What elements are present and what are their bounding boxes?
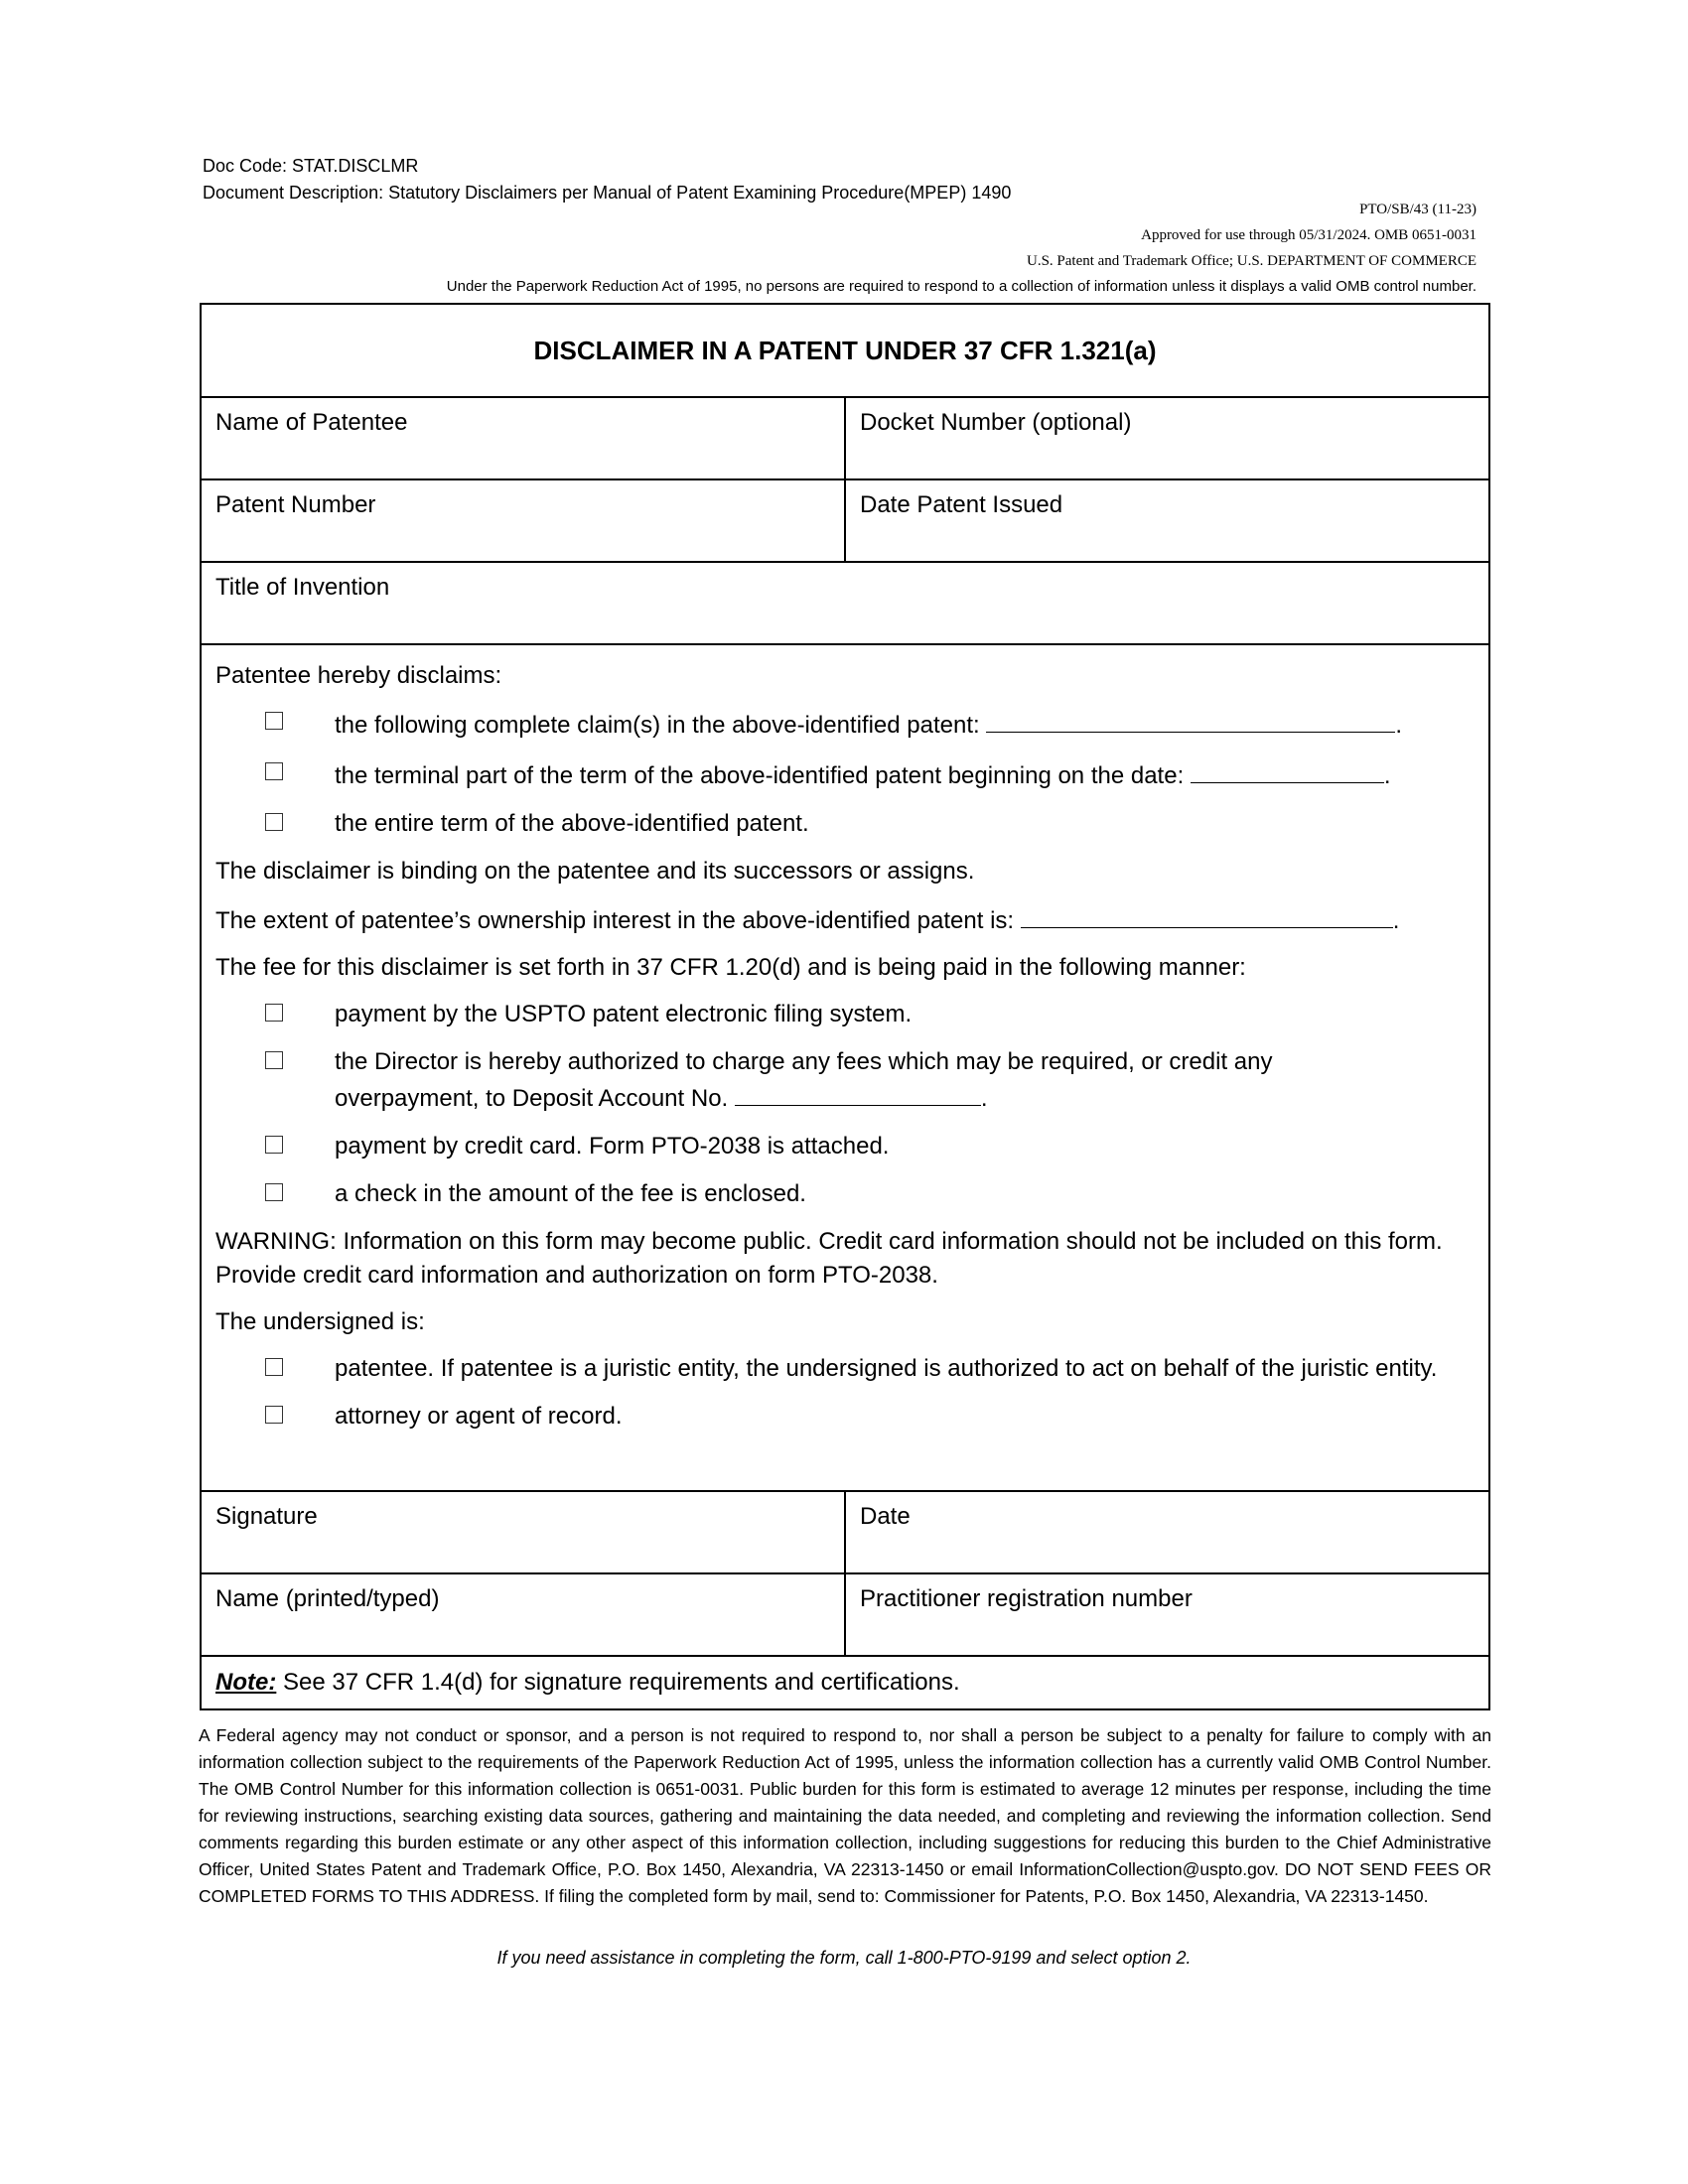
fee-option-efs-label: payment by the USPTO patent electronic filing system.	[335, 1001, 913, 1027]
ownership-text: The extent of patentee’s ownership interest in the above-identified patent is:	[215, 907, 1015, 934]
fee-option-deposit-line2: overpayment, to Deposit Account No.	[335, 1085, 729, 1112]
claims-input[interactable]	[986, 706, 1395, 733]
deposit-account-input[interactable]	[735, 1079, 981, 1106]
undersigned-option-attorney	[215, 1400, 1475, 1433]
disclaims-intro: Patentee hereby disclaims:	[215, 662, 502, 689]
date-patent-issued-label: Date Patent Issued	[860, 491, 1063, 518]
signature-label: Signature	[215, 1503, 318, 1530]
checkbox-attorney[interactable]	[265, 1406, 283, 1424]
terminal-date-input[interactable]	[1191, 756, 1384, 783]
undersigned-option-patentee-label: patentee. If patentee is a juristic entity, the undersigned is authorized to act on behalf of the juristic entity.	[335, 1355, 1438, 1382]
signature-field[interactable]	[202, 1492, 844, 1572]
checkbox-patentee[interactable]	[265, 1358, 283, 1376]
undersigned-intro: The undersigned is:	[215, 1308, 425, 1335]
note-label: Note:	[215, 1669, 277, 1696]
warning-text: WARNING: Information on this form may become public. Credit card information should not be included on this form. Provide credit card information and authorization on form PTO-2038.	[215, 1228, 1443, 1289]
disclaim-option-entire-label: the entire term of the above-identified patent.	[335, 810, 809, 837]
name-printed-label: Name (printed/typed)	[215, 1585, 440, 1612]
disclaimer-body	[202, 645, 1488, 1492]
disclaim-option-claims: the following complete claim(s) in the above-identified patent: .	[215, 706, 1475, 743]
disclaim-option-claims-label: the following complete claim(s) in the above-identified patent:	[335, 712, 980, 739]
title-of-invention-label: Title of Invention	[215, 574, 390, 601]
row-patentee-docket	[202, 398, 1488, 480]
doc-description: Document Description: Statutory Disclaimers per Manual of Patent Examining Procedure(MPEP) 1490	[203, 183, 1012, 203]
fee-option-efs	[215, 998, 1475, 1031]
row-signature-date	[202, 1492, 1488, 1574]
registration-number-label: Practitioner registration number	[860, 1585, 1193, 1612]
name-of-patentee-field[interactable]	[202, 398, 844, 478]
name-of-patentee-label: Name of Patentee	[215, 409, 408, 436]
checkbox-terminal[interactable]	[265, 762, 283, 780]
docket-number-field[interactable]	[844, 398, 1488, 478]
fee-text: The fee for this disclaimer is set forth in 37 CFR 1.20(d) and is being paid in the following manner:	[215, 954, 1246, 981]
agency-line: U.S. Patent and Trademark Office; U.S. DEPARTMENT OF COMMERCE	[1026, 253, 1477, 269]
checkbox-entire-term[interactable]	[265, 813, 283, 831]
burden-statement: A Federal agency may not conduct or sponsor, and a person is not required to respond to, nor shall a person be subject to a penalty for failure to comply with an information collection subject to the requirements of the Paperwork Reduction Act of 1995, unless the information collection has a currently valid OMB Control Number. The OMB Control Number for this information collection is 0651-0031. Public burden for this form is estimated to average 12 minutes per response, including the time for reviewing instructions, searching existing data sources, gathering and maintaining the data needed, and completing and reviewing the information collection. Send comments regarding this burden estimate or any other aspect of this information collection, including suggestions for reducing this burden to the Chief Administrative Officer, United States Patent and Trademark Office, P.O. Box 1450, Alexandria, VA 22313-1450 or email InformationCollection@uspto.gov. DO NOT SEND FEES OR COMPLETED FORMS TO THIS ADDRESS. If filing the completed form by mail, send to: Commissioner for Patents, P.O. Box 1450, Alexandria, VA 22313-1450.	[199, 1725, 1491, 1906]
docket-number-label: Docket Number (optional)	[860, 409, 1132, 436]
date-patent-issued-field[interactable]	[844, 480, 1488, 561]
name-printed-field[interactable]	[202, 1574, 844, 1655]
date-label: Date	[860, 1503, 911, 1530]
disclaim-option-terminal-label: the terminal part of the term of the above-identified patent beginning on the date:	[335, 762, 1185, 789]
fee-option-credit-card-label: payment by credit card. Form PTO-2038 is attached.	[335, 1133, 890, 1160]
fee-option-check-label: a check in the amount of the fee is enclosed.	[335, 1180, 806, 1207]
checkbox-deposit-account[interactable]	[265, 1051, 283, 1069]
assistance-line: If you need assistance in completing the form, call 1-800-PTO-9199 and select option 2.	[496, 1948, 1192, 1968]
checkbox-claims[interactable]	[265, 712, 283, 730]
disclaim-option-entire	[215, 807, 1475, 841]
row-name-registration	[202, 1574, 1488, 1657]
form-header-right	[447, 197, 1477, 300]
approval-line: Approved for use through 05/31/2024. OMB 0651-0031	[1141, 227, 1477, 243]
patent-number-label: Patent Number	[215, 491, 376, 518]
ownership-input[interactable]	[1021, 901, 1393, 928]
fee-option-deposit-line1: the Director is hereby authorized to charge any fees which may be required, or credit any	[335, 1048, 1273, 1075]
paperwork-notice: Under the Paperwork Reduction Act of 1995, no persons are required to respond to a collection of information unless it displays a valid OMB control number.	[446, 278, 1477, 295]
form-number: PTO/SB/43 (11-23)	[1359, 202, 1477, 217]
title-of-invention-field[interactable]	[202, 563, 1488, 643]
checkbox-efs[interactable]	[265, 1004, 283, 1022]
note-row	[202, 1657, 1488, 1708]
patent-number-field[interactable]	[202, 480, 844, 561]
fee-option-credit-card	[215, 1130, 1475, 1163]
undersigned-option-attorney-label: attorney or agent of record.	[335, 1403, 623, 1430]
binding-text: The disclaimer is binding on the patentee and its successors or assigns.	[215, 858, 975, 885]
disclaim-option-terminal: the terminal part of the term of the above-identified patent beginning on the date: .	[215, 756, 1475, 793]
form-title: DISCLAIMER IN A PATENT UNDER 37 CFR 1.321(a)	[202, 305, 1488, 398]
row-patent-number-date	[202, 480, 1488, 563]
ownership-statement: The extent of patentee’s ownership interest in the above-identified patent is: .	[215, 901, 1475, 938]
checkbox-credit-card[interactable]	[265, 1136, 283, 1154]
date-field[interactable]	[844, 1492, 1488, 1572]
registration-number-field[interactable]	[844, 1574, 1488, 1655]
checkbox-check[interactable]	[265, 1183, 283, 1201]
row-title-of-invention	[202, 563, 1488, 645]
disclaimer-form	[200, 303, 1490, 1710]
fee-option-deposit: the Director is hereby authorized to charge any fees which may be required, or credit any overpayment, to Deposit Account No. .	[215, 1045, 1475, 1116]
undersigned-option-patentee	[215, 1352, 1475, 1386]
note-text: See 37 CFR 1.4(d) for signature requirements and certifications.	[276, 1669, 960, 1696]
fee-option-check	[215, 1177, 1475, 1211]
doc-code: Doc Code: STAT.DISCLMR	[203, 156, 419, 176]
